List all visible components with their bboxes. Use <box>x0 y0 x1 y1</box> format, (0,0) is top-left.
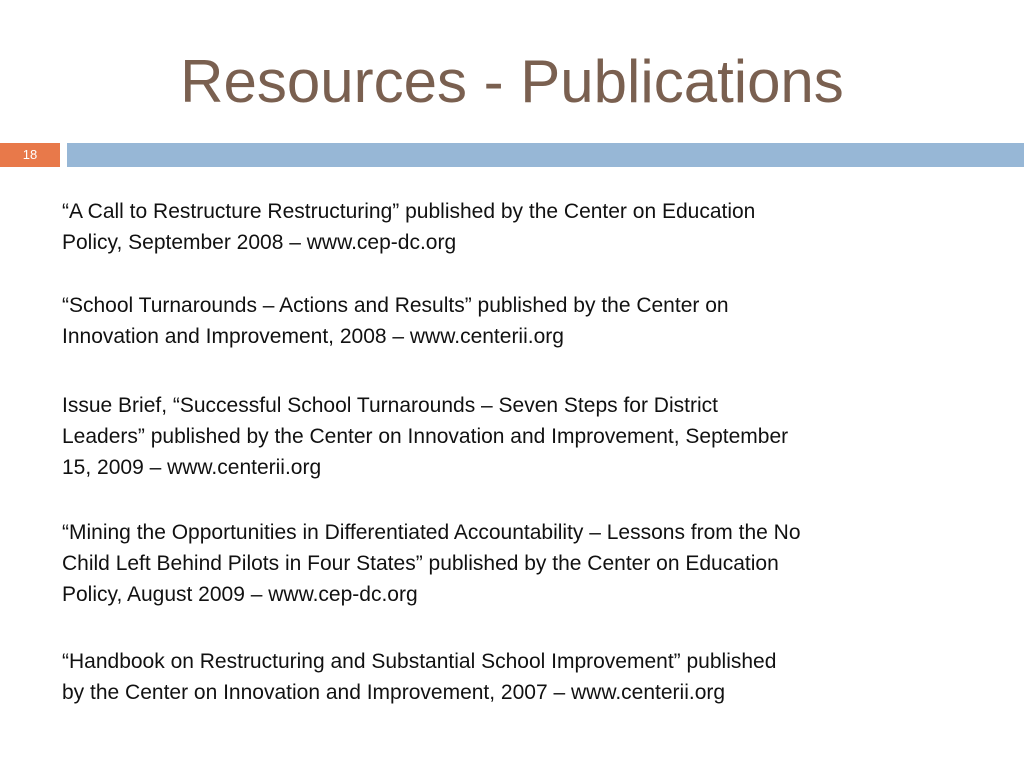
header-divider-bar <box>67 143 1024 167</box>
publication-line: “A Call to Restructure Restructuring” published by the Center on Education <box>62 200 756 223</box>
publication-line: “School Turnarounds – Actions and Results” published by the Center on <box>62 294 729 317</box>
publication-line: “Handbook on Restructuring and Substantial School Improvement” published <box>62 650 777 673</box>
publication-line: Policy, September 2008 – www.cep-dc.org <box>62 231 457 254</box>
publication-line: “Mining the Opportunities in Differentiated Accountability – Lessons from the No <box>62 521 801 544</box>
slide-number-badge <box>0 143 60 167</box>
publication-list <box>62 196 982 708</box>
publication-item <box>62 517 982 610</box>
publication-line: Issue Brief, “Successful School Turnarounds – Seven Steps for District <box>62 394 718 417</box>
publication-line: Leaders” published by the Center on Innovation and Improvement, September <box>62 425 789 448</box>
publication-item <box>62 290 982 352</box>
publication-item <box>62 646 982 708</box>
publication-line: Innovation and Improvement, 2008 – www.centerii.org <box>62 325 564 348</box>
publication-line: by the Center on Innovation and Improvement, 2007 – www.centerii.org <box>62 681 726 704</box>
publication-line: 15, 2009 – www.centerii.org <box>62 456 322 479</box>
publication-line: Policy, August 2009 – www.cep-dc.org <box>62 583 418 606</box>
publication-item <box>62 390 982 483</box>
publication-line: Child Left Behind Pilots in Four States” published by the Center on Education <box>62 552 779 575</box>
publication-item <box>62 196 982 258</box>
slide-title: Resources - Publications <box>180 48 844 115</box>
slide-number: 18 <box>22 147 38 162</box>
